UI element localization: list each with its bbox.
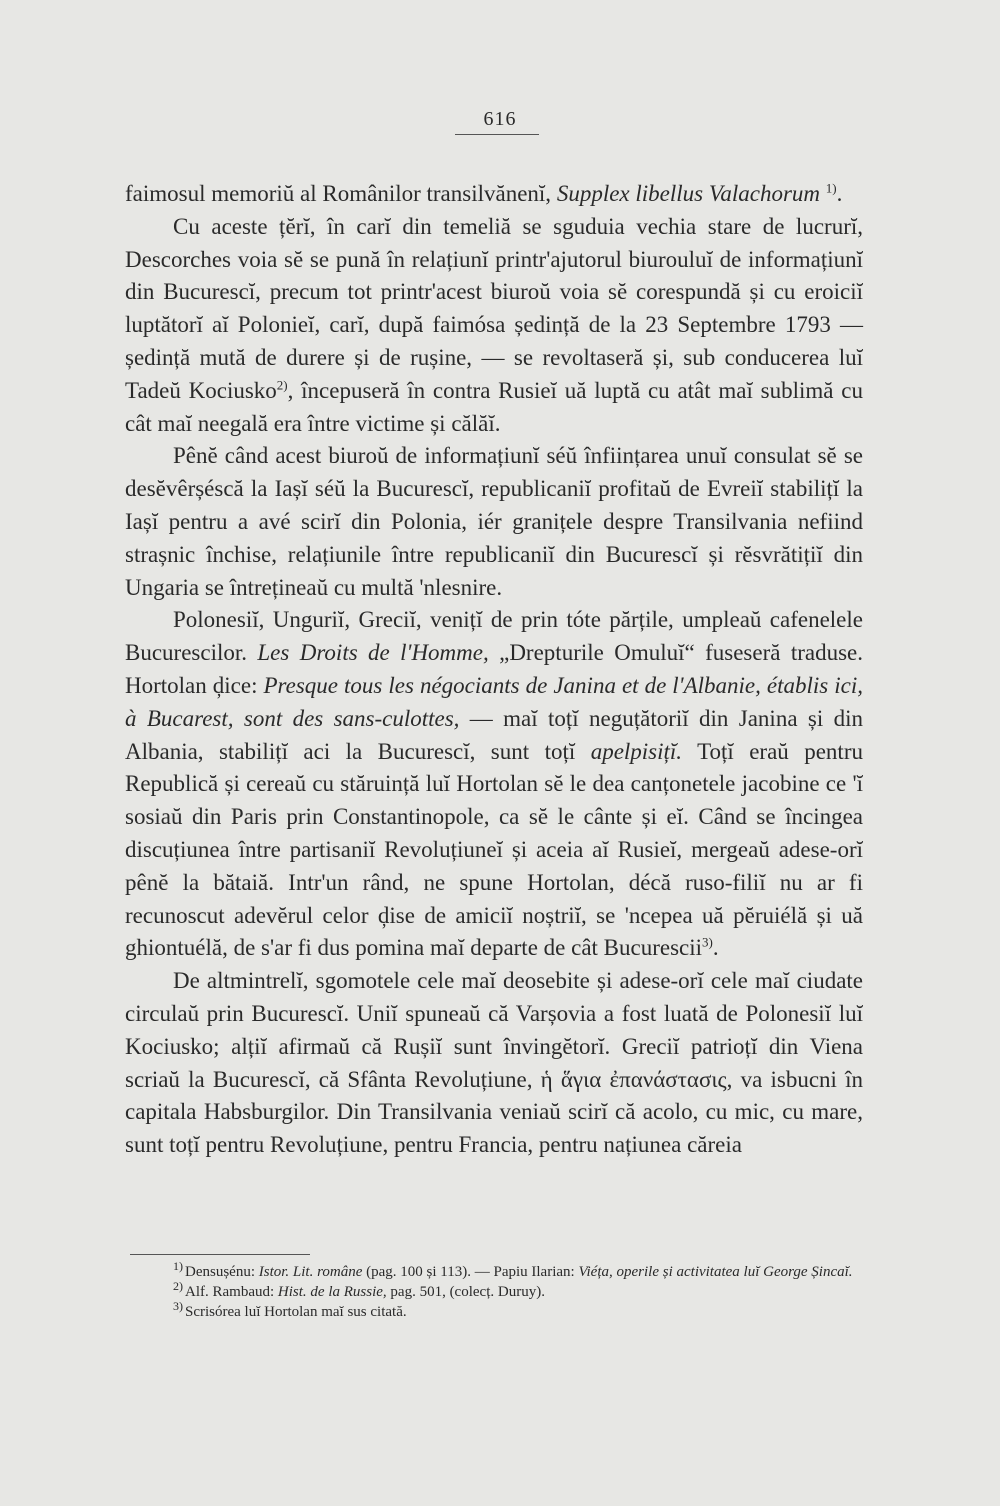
- page-number: 616: [483, 108, 517, 130]
- footnote: [125, 1299, 865, 1322]
- italic-text: Istor. Lit. române: [258, 1264, 363, 1280]
- italic-text: Les Droits de l'Homme,: [257, 640, 489, 666]
- footnote-mark: 1): [173, 1259, 183, 1273]
- text-run: Alf. Rambaud:: [185, 1284, 278, 1300]
- text-run: , începuseră în contra Rusieĭ uă luptă cu atât maĭ sublimă cu cât maĭ neegală era între victime și călăĭ.: [125, 377, 863, 436]
- italic-text: Presque tous les négociants de Janina et de l'Albanie, établis ici, à Bucarest, sont des sans-culottes,: [125, 672, 863, 731]
- text-run: Polonesiĭ, Unguriĭ, Greciĭ, venițĭ de prin tóte părțile, umpleaŭ cafenelele Bucurescilor.: [125, 607, 863, 666]
- text-run: — maĭ toțĭ neguțătoriĭ din Janina și din Albania, stabilițĭ aci la Bucurescĭ, sunt toțĭ: [125, 705, 863, 764]
- italic-text: Hist. de la Russie,: [277, 1284, 387, 1300]
- italic-text: Viéța, operile și activitatea luĭ George Șincaĭ.: [578, 1264, 853, 1280]
- text-run: pag. 501, (colecț. Duruy).: [386, 1284, 545, 1300]
- text-run: Densușénu:: [185, 1264, 259, 1280]
- italic-text: Supplex libellus Valachorum: [556, 181, 820, 206]
- text-run: Scrisórea luĭ Hortolan maĭ sus citată.: [185, 1304, 407, 1320]
- header-rule: [455, 134, 539, 135]
- body-text: [125, 178, 863, 1162]
- paragraph: [125, 178, 863, 211]
- footnotes: [125, 1259, 865, 1322]
- paragraph: [125, 440, 863, 604]
- text-run: faimosul memoriŭ al Românilor transilvănenĭ,: [125, 181, 557, 206]
- text-run: De altmintrelĭ, sgomotele cele maĭ deosebite și adese-orĭ cele maĭ ciudate circulaŭ prin Bucurescĭ. Uniĭ spuneaŭ că Varșovia a fost luată de Polonesiĭ luĭ Kociusko; alțiĭ afirmaŭ că Rușiĭ sunt învingĕtorĭ. Greciĭ patrioțĭ din Viena scriaŭ la Bucurescĭ, că Sfânta Revoluțiune, ἡ ἅγια ἐπανάστασις, va isbucni în capitala Habsburgilor. Din Transilvania veniaŭ scirĭ că acolo, cu mic, cu mare, sunt toțĭ pentru Revoluțiune, pentru Francia, pentru națiunea căreia: [125, 968, 863, 1158]
- text-run: Toțĭ eraŭ pentru Republică și cereaŭ cu stăruință luĭ Hortolan sĕ le dea canțonetele jacobine ce 'ĭ sosiaŭ din Paris prin Constantinopole, ca sĕ le cânte și eĭ. Când se încingea discuțiunea între partisaniĭ Revoluțiuneĭ și aceia aĭ Rusieĭ, mergeaŭ adese-orĭ pênĕ la bătaiă. Intr'un rând, ne spune Hortolan, décă ruso-filiĭ nu ar fi recunoscut adevĕrul celor ḑise de amiciĭ noștriĭ, se 'ncepea uă pĕruiélă și uă ghiontuélă, de s'ar fi dus pomina maĭ departe de cât Bucurescii: [125, 738, 863, 961]
- footnote-mark: 3): [173, 1299, 183, 1313]
- text-run: .: [712, 935, 719, 961]
- text-run: „Drepturile Omuluĭ“ fuseseră traduse. Hortolan ḑice:: [125, 640, 863, 698]
- paragraph: [125, 211, 863, 441]
- paragraph: [125, 965, 863, 1162]
- text-run: .: [836, 181, 843, 206]
- footnote: [125, 1259, 865, 1282]
- footnote: [125, 1279, 865, 1302]
- footnote-reference: 3): [702, 934, 713, 950]
- text-run: Cu aceste țĕrĭ, în carĭ din temeliă se sguduia vechia stare de lucrurĭ, Descorches voia sĕ se pună în relațiunĭ printr'ajutorul biurouluĭ de informațiunĭ din Bucurescĭ, precum tot printr'acest biuroŭ voia sĕ corespundă și cu eroiciĭ luptătorĭ aĭ Polonieĭ, carĭ, după faimósa ședință de la 23 Septembre 1793 — ședință mută de durere și de rușine, — se revoltaseră și, sub conducerea luĭ Tadeŭ Kociusko: [125, 213, 863, 403]
- footnote-reference: 1): [825, 180, 837, 196]
- footnote-rule: [130, 1254, 310, 1255]
- footnote-reference: 2): [276, 377, 288, 393]
- text-run: (pag. 100 și 113). — Papiu Ilarian:: [362, 1264, 579, 1280]
- italic-text: apelpisițĭ.: [590, 738, 683, 764]
- text-run: Pênĕ când acest biuroŭ de informațiunĭ séŭ înființarea unuĭ consulat sĕ se desĕvêrșéscă la Iașĭ séŭ la Bucurescĭ, republicaniĭ profitaŭ de Evreiĭ stabilițĭ la Iașĭ pentru a avé scirĭ din Polonia, iér granițele despre Transilvania nefiind strașnic închise, relațiunile între republicaniĭ din Bucurescĭ și rĕsvrătițiĭ din Ungaria se întrețineaŭ cu multă 'nlesnire.: [125, 443, 863, 600]
- footnote-mark: 2): [173, 1279, 183, 1293]
- paragraph: [125, 604, 863, 965]
